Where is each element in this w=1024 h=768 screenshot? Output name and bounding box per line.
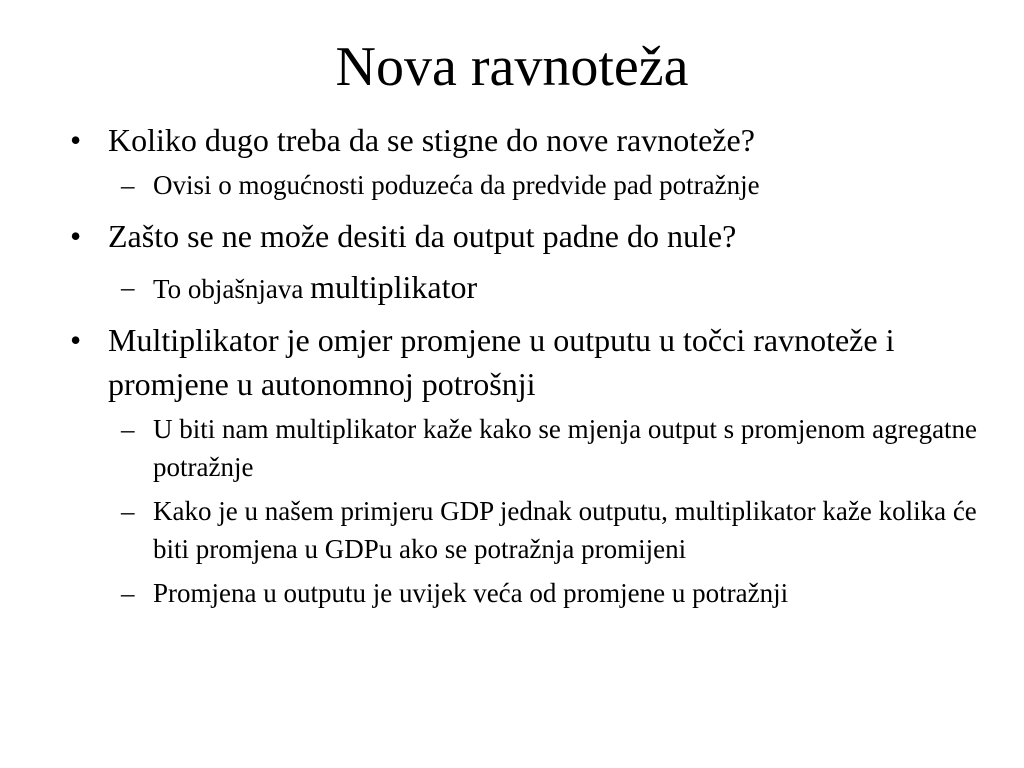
sub-bullet-marker: –: [121, 578, 135, 608]
bullet-text: Koliko dugo treba da se stigne do nove ravnoteže?: [108, 122, 755, 158]
bullet-text: Zašto se ne može desiti da output padne do nule?: [108, 218, 737, 254]
sub-bullet-item: [0, 410, 1024, 486]
sub-bullet-item: [0, 268, 1024, 308]
sub-bullet-text: U biti nam multiplikator kaže kako se mjenja output s promjenom agregatne potražnje: [153, 414, 978, 482]
bullet-marker: •: [70, 322, 82, 358]
bullet-marker: •: [70, 218, 82, 254]
slide-title: Nova ravnoteža: [335, 36, 689, 98]
bullet-item: [0, 214, 1024, 258]
sub-bullet-prefix: To objašnjava: [153, 274, 304, 304]
sub-bullet-text: Promjena u outputu je uvijek veća od promjene u potražnji: [153, 578, 789, 608]
sub-bullet-emphasis: multiplikator: [310, 269, 478, 305]
slide-content: [0, 118, 1024, 612]
bullet-text: Multiplikator je omjer promjene u outputu u točci ravnoteže i promjene u autonomnoj potrošnji: [108, 322, 895, 402]
sub-bullet-text: Ovisi o mogućnosti poduzeća da predvide pad potražnje: [153, 170, 760, 200]
bullet-item: [0, 318, 1024, 406]
sub-bullet-marker: –: [121, 272, 135, 302]
sub-bullet-item: [0, 492, 1024, 568]
bullet-item: [0, 118, 1024, 162]
sub-bullet-item: [0, 166, 1024, 204]
sub-bullet-text: Kako je u našem primjeru GDP jednak outputu, multiplikator kaže kolika će biti promjena u GDPu ako se potražnja promijeni: [153, 496, 977, 564]
sub-bullet-item: [0, 574, 1024, 612]
sub-bullet-marker: –: [121, 414, 135, 444]
sub-bullet-marker: –: [121, 496, 135, 526]
sub-bullet-marker: –: [121, 170, 135, 200]
bullet-marker: •: [70, 122, 82, 158]
